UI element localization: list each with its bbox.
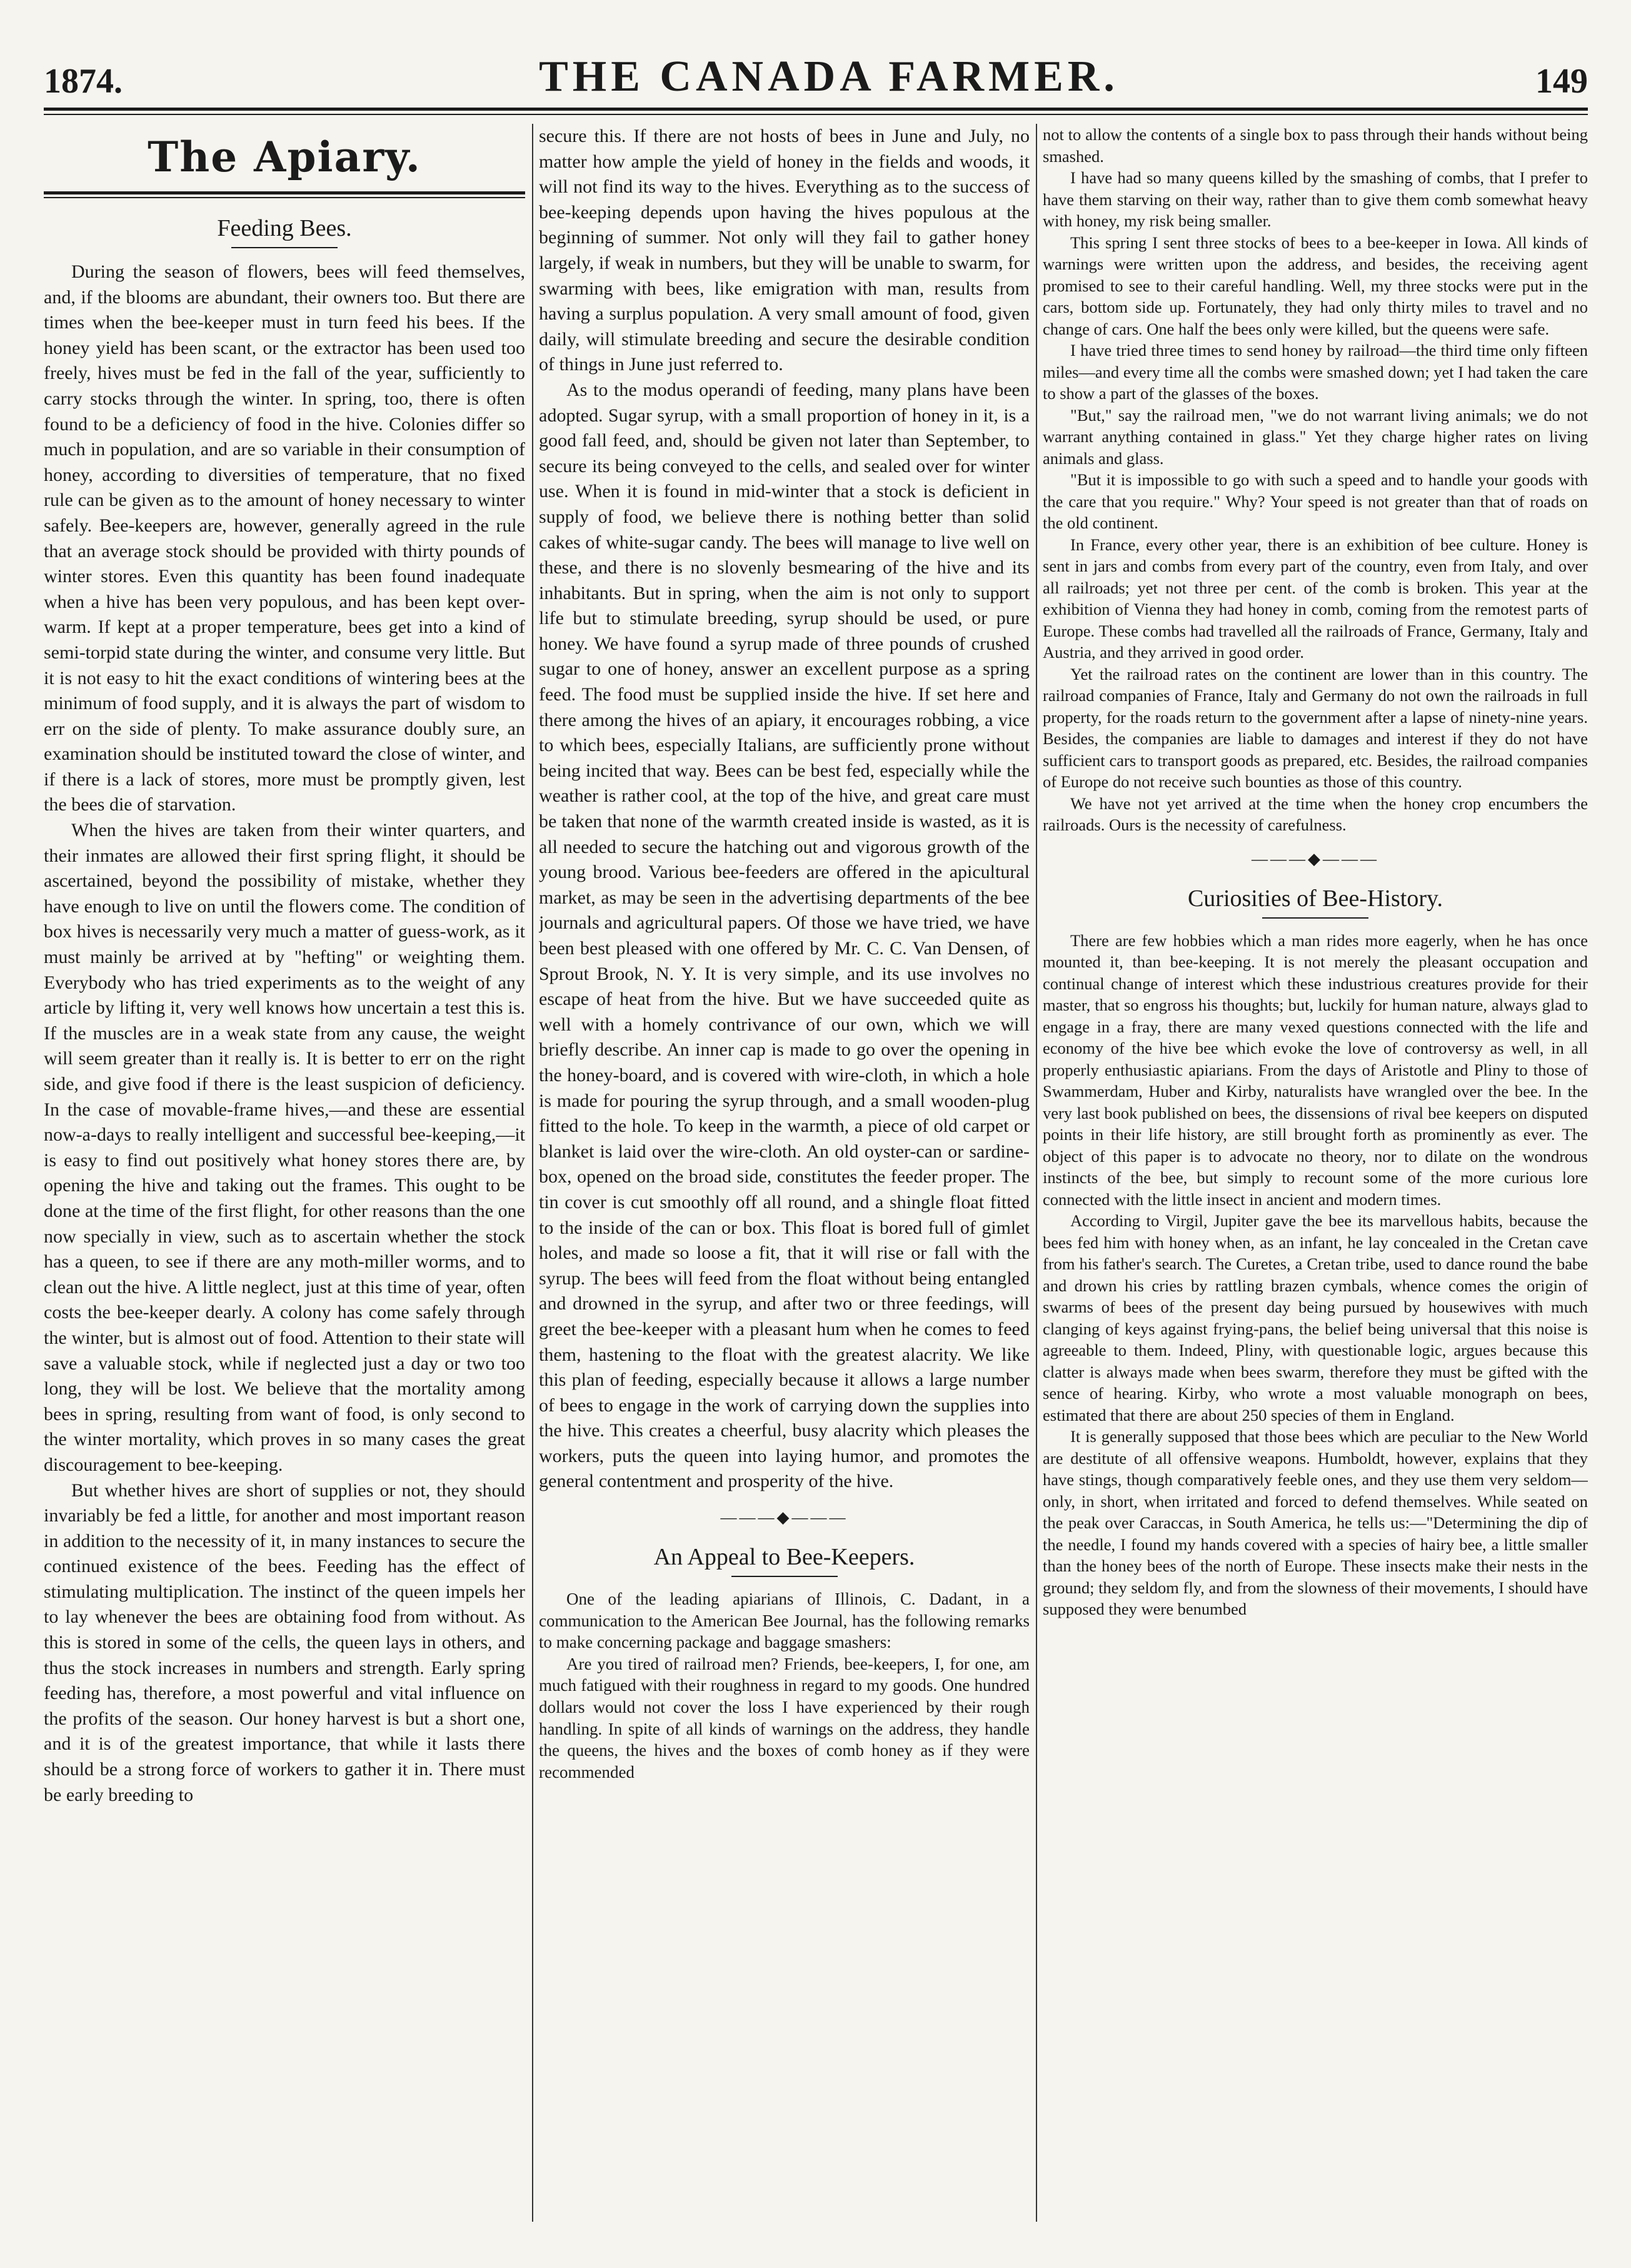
column-2 bbox=[539, 124, 1030, 2222]
masthead-page-number: 149 bbox=[1535, 62, 1588, 101]
department-heading: The Apiary. bbox=[148, 133, 421, 181]
column-3 bbox=[1043, 124, 1588, 2222]
paragraph: In France, every other year, there is an exhibition of bee culture. Honey is sent in jars and combs from every part of the country, even from Italy, and over all railroads; yet not three per cent. of the comb is broken. This year at the exhibition of Vienna they had honey in comb, coming from the remotest parts of Europe. These combs had travelled all the railroads of France, Germany, Italy and Austria, and they arrived in good order. bbox=[1043, 535, 1588, 662]
section-ornament: ———◆——— bbox=[720, 1508, 848, 1527]
paragraph: Yet the railroad rates on the continent are lower than in this country. The railroad companies of France, Italy and Germany do not own the railroads in full property, for the roads return to the government after a lapse of ninety-nine years. Besides, the companies are liable to damages and interest if they do not have sufficient cars to transport goods as prepared, etc. Besides, the railroad companies of Europe do not receive such bounties as those of this country. bbox=[1043, 664, 1588, 791]
paragraph: When the hives are taken from their winter quarters, and their inmates are allowed their first spring flight, it should be ascertained, beyond the possibility of mistake, whether they have enough to live on until the flowers come. The condition of box hives is necessarily very much a matter of guess-work, as it must mainly be arrived at by "hefting" or weighting them. Everybody who has tried experiments as to the weight of any article by lifting it, very well knows how uncertain a test this is. If the muscles are in a weak state from any cause, the weight will seem greater than it really is. It is better to err on the right side, and give food if there is the least suspicion of deficiency. In the case of movable-frame hives,—and these are essential now-a-days to really intelligent and successful bee-keeping,—it is easy to find out positively what honey stores there are, by opening the hive and taking out the frames. This ought to be done at the time of the first flight, for other reasons than the one now specially in view, such as to ascertain whether the stock has a queen, to see if there are any moth-miller worms, and to clean out the hive. A little neglect, just at this time of year, often costs the bee-keeper dearly. A colony has come safely through the winter, but is almost out of food. Attention to their state will save a valuable stock, while if neglected just a day or two too long, they will be lost. We believe that the mortality among bees in spring, resulting from want of food, is only second to the winter mortality, which proves in so many cases the great discouragement to bee-keeping. bbox=[44, 820, 525, 1475]
paragraph: As to the modus operandi of feeding, many plans have been adopted. Sugar syrup, with a small proportion of honey in it, is a good fall feed, and, should be given not later than September, to secure its being conveyed to the cells, and sealed over for winter use. When it is found in mid-winter that a stock is deficient in supply of food, we believe there is nothing better than solid cakes of white-sugar candy. The bees will manage to live well on these, and there is no slovenly besmearing of the hive and its inhabitants. But in spring, when the aim is not only to support life but to stimulate breeding, syrup should be used, or pure honey. We have found a syrup made of three pounds of crushed sugar to one of honey, answer an excellent purpose as a spring feed. The food must be supplied inside the hive. If set here and there among the hives of an apiary, it encourages robbing, a vice to which bees, especially Italians, are sufficiently prone without being incited that way. Bees can be best fed, especially while the weather is rather cool, at the top of the hive, and great care must be taken that none of the warmth created inside is wasted, as it is all needed to secure the hatching out and vigorous growth of the young brood. Various bee-feeders are offered in the apicultural market, as may be seen in the advertising departments of the bee journals and agricultural papers. Of those we have tried, we have been best pleased with one offered by Mr. C. C. Van Densen, of Sprout Brook, N. Y. It is very simple, and its use involves no escape of heat from the hive. But we have succeeded quite as well with a homely contrivance of our own, which we will briefly describe. An inner cap is made to go over the opening in the honey-board, and is covered with wire-cloth, in which a hole is made for pouring the syrup through, and a small wooden-plug fitted to the hole. To keep in the warmth, a piece of old carpet or blanket is laid over the wire-cloth. An old oyster-can or sardine-box, opened on the broad side, constitutes the feeder proper. The tin cover is cut smoothly off all round, and a shingle float fitted to the inside of the can or box. This float is bored full of gimlet holes, and made so loose a fit, that it will rise or fall with the syrup. The bees will feed from the float without being entangled and drowned in the syrup, and after two or three feedings, will greet the bee-keeper with a pleasant hum when he comes to feed them, hastening to the float with the greatest alacrity. We like this plan of feeding, especially because it allows a large number of bees to engage in the work of carrying down the supplies into the hive. This creates a cheerful, busy alacrity which pleases the workers, puts the queen into laying humor, and promotes the general contentment and prosperity of the hive. bbox=[539, 379, 1030, 1492]
title-rule bbox=[1262, 917, 1368, 919]
paragraph: Are you tired of railroad men? Friends, bee-keepers, I, for one, am much fatigued with their roughness in regard to my goods. One hundred dollars would not cover the loss I have experienced by their rough handling. In spite of all kinds of warnings on the address, they handle the queens, the hives and the boxes of comb honey as if they were recommended bbox=[539, 1654, 1030, 1782]
paragraph: "But," say the railroad men, "we do not warrant living animals; we do not warrant anything contained in glass." Yet they charge higher rates on living animals and glass. bbox=[1043, 405, 1588, 468]
department-rule bbox=[44, 191, 525, 194]
paragraph: I have tried three times to send honey by railroad—the third time only fifteen miles—and every time all the combs were smashed down; yet I had taken the care to show a part of the glasses of the boxes. bbox=[1043, 341, 1588, 403]
paragraph: But whether hives are short of supplies or not, they should invariably be fed a little, for another and most important reason in addition to the necessity of it, in many instances to secure the continued existence of the bees. Feeding has the effect of stimulating multiplication. The instinct of the queen impels her to lay whenever the bees are obtaining food from without. As this is stored in some of the cells, the queen lays in others, and thus the stock increases in numbers and strength. Early spring feeding has, therefore, a most powerful and vital influence on the profits of the season. Our honey harvest is but a short one, and it is of the greatest importance, that while it lasts there should be a strong force of workers to gather it in. There must be early breeding to bbox=[44, 1479, 525, 1805]
masthead-year: 1874. bbox=[44, 62, 123, 101]
paragraph: I have had so many queens killed by the smashing of combs, that I prefer to have them starving on their way, rather than to give them comb somewhat heavy with honey, my risk being smaller. bbox=[1043, 168, 1588, 230]
paragraph: There are few hobbies which a man rides more eagerly, when he has once mounted it, than bee-keeping. It is not merely the pleasant occupation and continual change of interest which these industrious creatures provide for their master, that so engross his thoughts; but, luckily for human nature, always glad to engage in a fray, there are many vexed questions connected with the life and economy of the hive bee which evoke the love of controversy as well, in all properly enthusiastic apiarians. From the days of Aristotle and Pliny to those of Swammerdam, Huber and Kirby, naturalists have wrangled over the bee. In the very last book published on bees, the dissensions of rival bee keepers on disputed points in their life history, are still brought forth as prominently as ever. The object of this paper is to advocate no theory, nor to dilate on the wondrous instincts of the bee, but simply to recount some of the more curious lore connected with the little insect in ancient and modern times. bbox=[1043, 930, 1588, 1209]
column-divider-1 bbox=[532, 124, 533, 2222]
masthead-rule bbox=[44, 108, 1588, 111]
masthead bbox=[44, 43, 1588, 99]
paragraph: "But it is impossible to go with such a speed and to handle your goods with the care that you require." Why? Your speed is not greater than that of roads on the old continent. bbox=[1043, 470, 1588, 532]
department-rule-thin bbox=[44, 197, 525, 198]
article-title-curiosities: Curiosities of Bee-History. bbox=[1187, 885, 1443, 912]
column-1 bbox=[44, 124, 525, 2222]
paragraph: This spring I sent three stocks of bees to a bee-keeper in Iowa. All kinds of warnings were written upon the address, and besides, the receiving agent promised to see to their careful handling. Well, my three stocks were put in the cars, bottom side up. Fortunately, they had only thirty miles to travel and no change of cars. One half the bees only were killed, but the queens were safe. bbox=[1043, 233, 1588, 338]
article-title-appeal: An Appeal to Bee-Keepers. bbox=[653, 1544, 915, 1571]
paragraph: It is generally supposed that those bees which are peculiar to the New World are destitute of all offensive weapons. Humboldt, however, explains that they have stings, though comparatively feeble ones, and they use them very seldom—only, in short, when irritated and forced to defend themselves. While seated on the peak over Caraccas, in South America, he tells us:—"Determining the dip of the needle, I found my hands covered with a species of hairy bee, a little smaller than the honey bees of the north of Europe. These insects make their nests in the ground; they seldom fly, and from the slowness of their movements, I should have supposed they were benumbed bbox=[1043, 1427, 1588, 1618]
paragraph: not to allow the contents of a single box to pass through their hands without being smashed. bbox=[1043, 125, 1588, 166]
paragraph: We have not yet arrived at the time when the honey crop encumbers the railroads. Ours is the necessity of carefulness. bbox=[1043, 794, 1588, 834]
article-title-feeding-bees: Feeding Bees. bbox=[217, 215, 352, 241]
paragraph: secure this. If there are not hosts of bees in June and July, no matter how ample the yield of honey in the fields and woods, it will not find its way to the hives. Everything as to the success of bee-keeping depends upon having the hives populous at the beginning of summer. Not only will they fail to gather honey largely, if weak in numbers, but they will be unable to swarm, for swarming with bees, like emigration with man, results from having a surplus population. A very small amount of food, given daily, will stimulate breeding and secure the desirable condition of things in June just referred to. bbox=[539, 126, 1030, 375]
section-ornament: ———◆——— bbox=[1252, 849, 1379, 868]
column-divider-2 bbox=[1036, 124, 1037, 2222]
title-rule bbox=[731, 1576, 838, 1577]
paragraph: During the season of flowers, bees will feed themselves, and, if the blooms are abundant, their owners too. But there are times when the bee-keeper must in turn feed his bees. If the honey yield has been scant, or the extractor has been used too freely, hives must be fed in the fall of the year, sufficiently to carry stocks through the winter. In spring, too, there is often found to be a deficiency of food in the hive. Colonies differ so much in population, and are so variable in their consumption of honey, according to diversities of temperature, that no fixed rule can be given as to the amount of honey necessary to winter safely. Bee-keepers are, however, generally agreed in the rule that an average stock should be provided with thirty pounds of winter stores. Even this quantity has been found inadequate when a hive has been very populous, and has been kept over-warm. If kept at a proper temperature, bees get into a kind of semi-torpid state during the winter, and consume very little. But it is not easy to hit the exact conditions of wintering bees at the minimum of food supply, and it is always the part of wisdom to err on the side of plenty. To make assurance doubly sure, an examination should be instituted toward the close of winter, and if there is a lack of stores, more must be promptly given, lest the bees die of starvation. bbox=[44, 261, 525, 815]
title-rule bbox=[231, 247, 338, 248]
paragraph: One of the leading apiarians of Illinois, C. Dadant, in a communication to the American Bee Journal, has the following remarks to make concerning package and baggage smashers: bbox=[539, 1590, 1030, 1652]
paragraph: According to Virgil, Jupiter gave the bee its marvellous habits, because the bees fed him with honey when, as an infant, he lay concealed in the Cretan cave from his father's search. The Curetes, a Cretan tribe, used to dance round the babe and drown his cries by rattling brazen cymbals, whence comes the origin of swarms of bees of the present day being pursued by housewives with much clanging of keys against frying-pans, the belief being universal that this noise is agreeable to them. Indeed, Pliny, with questionable logic, argues because this clatter is always made when bees swarm, therefore they must be gifted with the sence of hearing. Kirby, who wrote a most valuable monograph on bees, estimated that there are about 250 species of them in England. bbox=[1043, 1211, 1588, 1424]
masthead-rule-thin bbox=[44, 114, 1588, 115]
masthead-title: THE CANADA FARMER. bbox=[539, 53, 1119, 101]
